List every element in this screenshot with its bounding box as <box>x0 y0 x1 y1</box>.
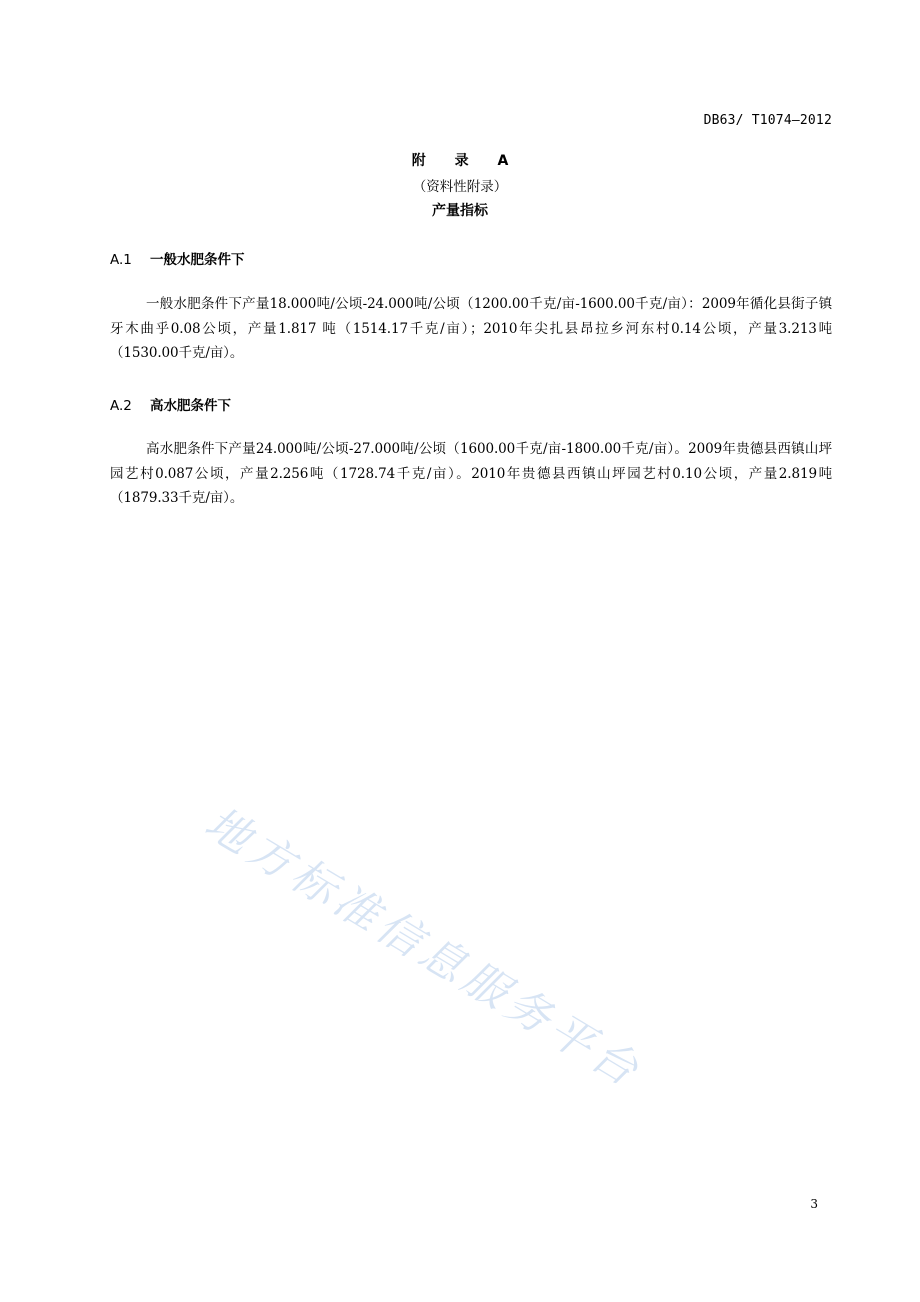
section-heading-a2 <box>110 394 231 414</box>
section-title: 一般水肥条件下 <box>150 252 245 268</box>
section-body-a2: 高水肥条件下产量24.000吨/公顷-27.000吨/公顷（1600.00千克/亩-1800.00千克/亩）。2009年贵德县西镇山坪园艺村0.087公顷，产量2.256吨（1728.74千克/亩）。2010年贵德县西镇山坪园艺村0.10公顷，产量2.819吨（1879.33千克/亩）。 <box>110 441 832 506</box>
appendix-type: （资料性附录） <box>412 179 508 195</box>
document-code: DB63/ T1074—2012 <box>703 113 832 128</box>
appendix-name: 产量指标 <box>432 203 488 219</box>
section-number: A.1 <box>110 252 132 268</box>
appendix-title: 附 录 A <box>411 153 521 169</box>
section-number: A.2 <box>110 398 132 414</box>
section-title: 高水肥条件下 <box>150 398 231 414</box>
page-number: 3 <box>810 1197 818 1211</box>
section-body-a1: 一般水肥条件下产量18.000吨/公顷-24.000吨/公顷（1200.00千克/亩-1600.00千克/亩）：2009年循化县街子镇牙木曲乎0.08公顷，产量1.817 吨（1514.17千克/亩）；2010年尖扎县昂拉乡河东村0.14公顷，产量3.213吨（1530.00千克/亩）。 <box>110 296 832 361</box>
section-heading-a1 <box>110 248 245 268</box>
watermark: 地方标准信息服务平台 <box>196 797 651 1099</box>
